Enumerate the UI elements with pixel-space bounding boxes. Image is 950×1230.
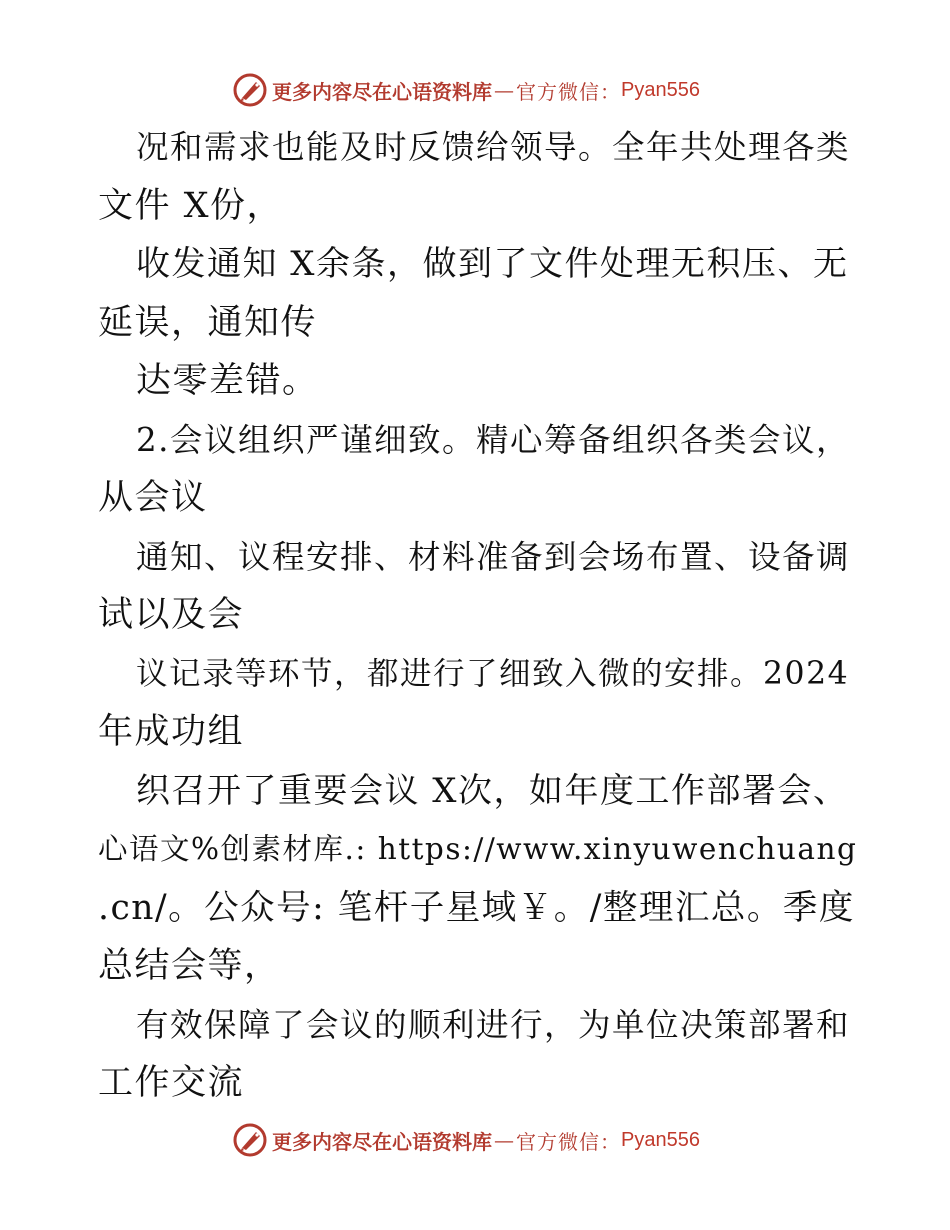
text-line: 年成功组	[98, 712, 245, 752]
text-line: 工作交流	[98, 1063, 245, 1103]
pen-nib-logo-icon	[232, 72, 268, 108]
watermark-brand: 更多内容尽在心语资料库	[272, 1129, 492, 1154]
text-line: 通知、议程安排、材料准备到会场布置、设备调	[136, 537, 851, 576]
watermark-wechat-id: Pyan556	[621, 78, 700, 101]
text-line: 2.会议组织严谨细致。精心筹备组织各类会议，	[136, 420, 851, 459]
text-line: 总结会等，	[98, 946, 281, 986]
text-line: 心语文%创素材库.: https://www.xinyuwenchuang	[98, 832, 858, 866]
watermark-official-label: 官方微信：	[516, 79, 621, 104]
text-line: 织召开了重要会议 X次，如年度工作部署会、	[136, 770, 849, 811]
text-line: 有效保障了会议的顺利进行，为单位决策部署和	[136, 1005, 851, 1044]
text-line: 试以及会	[98, 595, 245, 635]
watermark-brand: 更多内容尽在心语资料库	[272, 79, 492, 104]
text-line: 收发通知 X余条，做到了文件处理无积压、无	[136, 244, 849, 284]
document-body	[98, 118, 858, 1113]
pen-nib-logo-icon	[232, 1122, 268, 1158]
text-line: 从会议	[98, 478, 208, 518]
watermark-separator: —	[494, 1128, 514, 1152]
text-line: 议记录等环节，都进行了细致入微的安排。2024	[136, 655, 850, 692]
text-line: 达零差错。	[136, 361, 319, 401]
text-line: 延误，通知传	[98, 302, 318, 343]
text-line: .cn/。公众号: 笔杆子星域￥。/整理汇总。季度	[98, 887, 855, 928]
header-watermark	[232, 70, 752, 110]
watermark-wechat-id: Pyan556	[621, 1128, 700, 1151]
text-line: 文件 X份，	[98, 185, 284, 226]
footer-watermark	[232, 1120, 752, 1160]
watermark-official-label: 官方微信：	[516, 1129, 621, 1154]
watermark-separator: —	[494, 78, 514, 102]
text-line: 况和需求也能及时反馈给领导。全年共处理各类	[136, 128, 851, 166]
